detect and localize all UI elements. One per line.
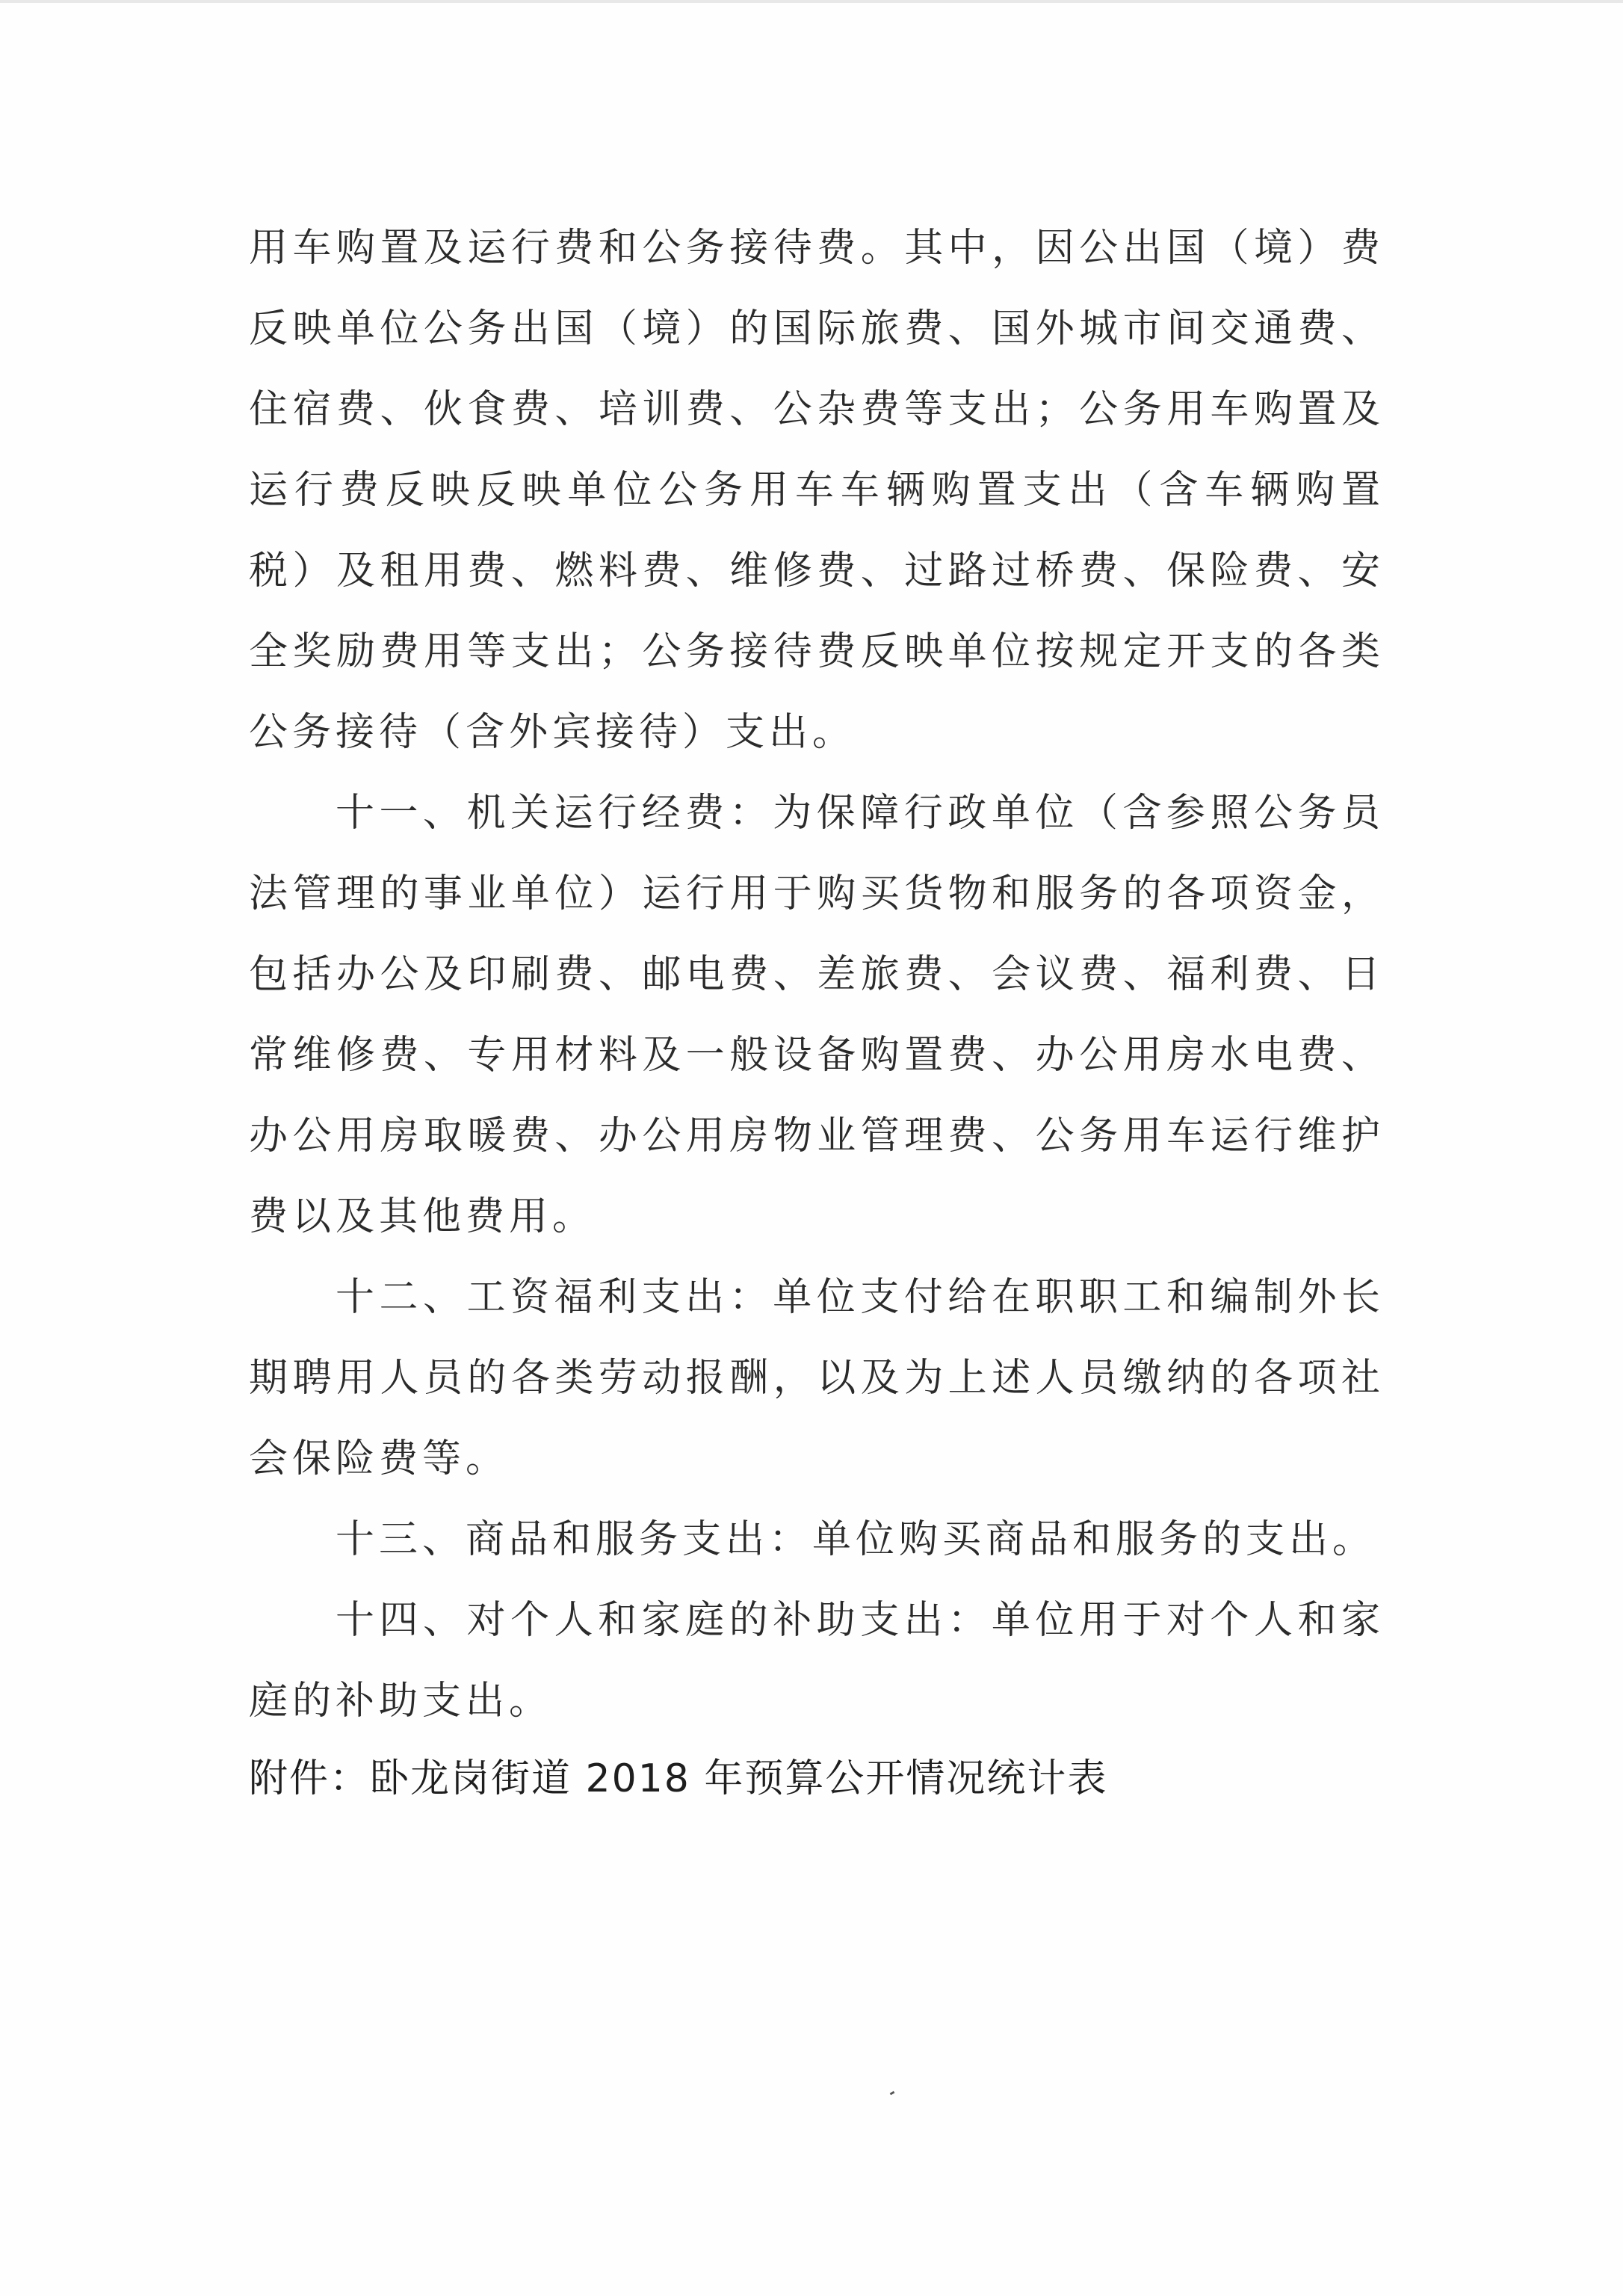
paragraph-item-12: 十二、工资福利支出：单位支付给在职职工和编制外长期聘用人员的各类劳动报酬，以及为上述人员缴纳的各项社会保险费等。: [249, 1275, 1385, 1481]
scan-speck: [890, 2091, 895, 2096]
paragraph-continuation: 用车购置及运行费和公务接待费。其中，因公出国（境）费反映单位公务出国（境）的国际旅费、国外城市间交通费、住宿费、伙食费、培训费、公杂费等支出；公务用车购置及运行费反映反映单位公务用车车辆购置支出（含车辆购置税）及租用费、燃料费、维修费、过路过桥费、保险费、安全奖励费用等支出；公务接待费反映单位按规定开支的各类公务接待（含外宾接待）支出。: [249, 226, 1385, 755]
attachment-note: 附件：卧龙岗街道 2018 年预算公开情况统计表: [249, 1756, 1108, 1801]
paragraph-item-13: 十三、商品和服务支出：单位购买商品和服务的支出。: [336, 1517, 1376, 1562]
paragraph-item-14: 十四、对个人和家庭的补助支出：单位用于对个人和家庭的补助支出。: [249, 1598, 1385, 1723]
document-body: [249, 208, 1385, 1816]
scan-top-edge: [0, 0, 1623, 3]
paragraph-item-11: 十一、机关运行经费：为保障行政单位（含参照公务员法管理的事业单位）运行用于购买货物和服务的各项资金，包括办公及印刷费、邮电费、差旅费、会议费、福利费、日常维修费、专用材料及一般设备购置费、办公用房水电费、办公用房取暖费、办公用房物业管理费、公务用车运行维护费以及其他费用。: [249, 791, 1385, 1239]
